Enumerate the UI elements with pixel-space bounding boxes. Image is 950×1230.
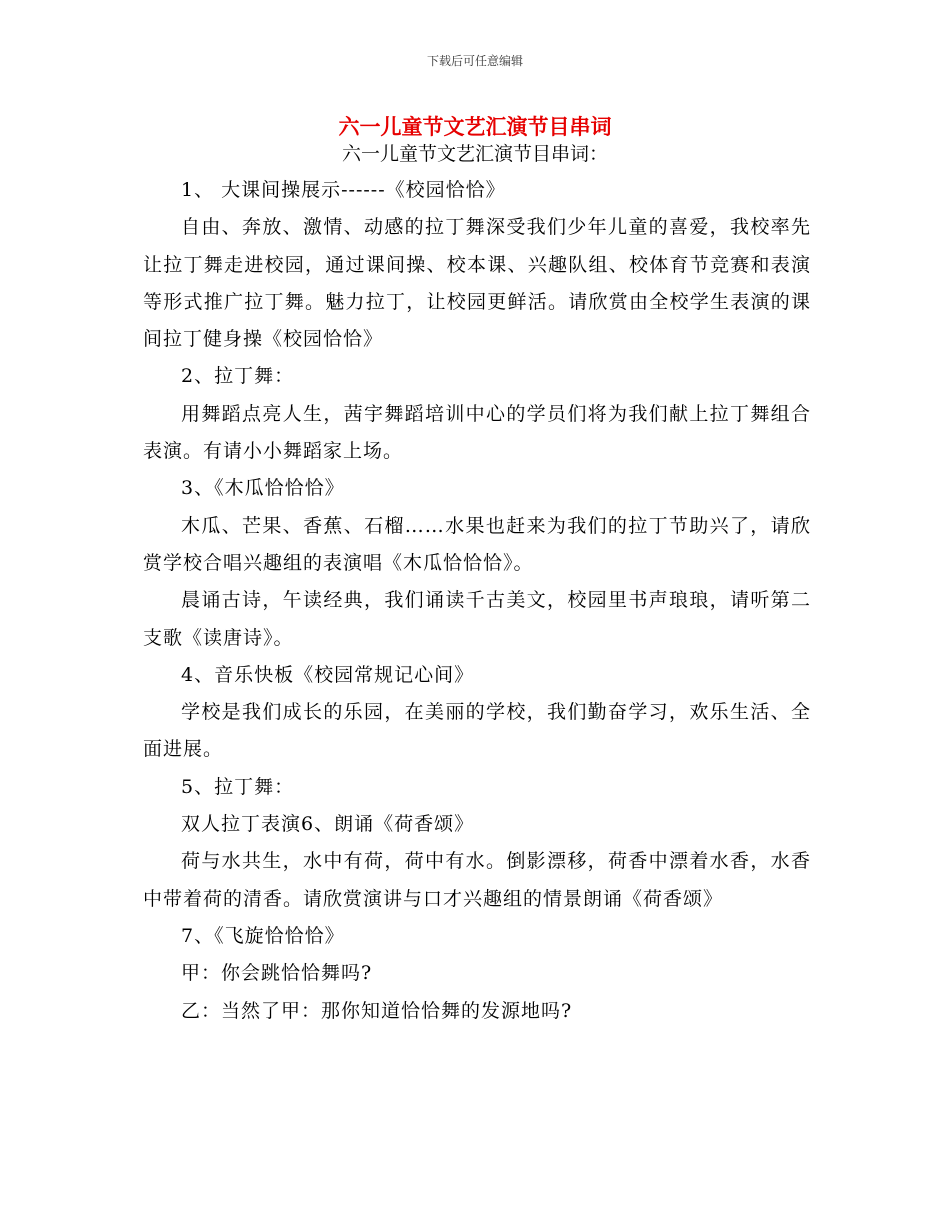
paragraph: 荷与水共生，水中有荷，荷中有水。倒影漂移，荷香中漂着水香，水香中带着荷的清香。请欣赏演讲与口才兴趣组的情景朗诵《荷香颂》	[143, 850, 811, 910]
item-heading-5: 5、拉丁舞：	[181, 775, 295, 798]
paragraph: 双人拉丁表演6、朗诵《荷香颂》	[181, 813, 475, 836]
item-heading-7: 7、《飞旋恰恰恰》	[181, 924, 345, 947]
item-heading-4: 4、音乐快板《校园常规记心间》	[181, 663, 475, 686]
document-title: 六一儿童节文艺汇演节目串词	[338, 114, 612, 139]
paragraph: 用舞蹈点亮人生，茜宇舞蹈培训中心的学员们将为我们献上拉丁舞组合表演。有请小小舞蹈家上场。	[143, 402, 811, 463]
document-body	[143, 172, 811, 1030]
item-heading-1: 1、 大课间操展示------《校园恰恰》	[181, 179, 506, 201]
dialogue-line: 甲：你会跳恰恰舞吗?	[181, 962, 373, 985]
paragraph: 晨诵古诗，午读经典，我们诵读千古美文，校园里书声琅琅，请听第二支歌《读唐诗》。	[143, 589, 811, 649]
dialogue-line: 乙：当然了甲：那你知道恰恰舞的发源地吗?	[181, 999, 573, 1022]
document-subtitle: 六一儿童节文艺汇演节目串词：	[341, 143, 608, 165]
item-heading-2: 2、拉丁舞：	[181, 365, 295, 388]
paragraph: 自由、奔放、激情、动感的拉丁舞深受我们少年儿童的喜爱，我校率先让拉丁舞走进校园，通过课间操、校本课、兴趣队组、校体育节竞赛和表演等形式推广拉丁舞。魅力拉丁，让校园更鲜活。请欣赏由全校学生表演的课间拉丁健身操《校园恰恰》	[143, 216, 811, 351]
page-header-note: 下载后可任意编辑	[426, 54, 523, 68]
paragraph: 木瓜、芒果、香蕉、石榴……水果也赶来为我们的拉丁节助兴了，请欣赏学校合唱兴趣组的表演唱《木瓜恰恰恰》。	[143, 514, 811, 574]
item-heading-3: 3、《木瓜恰恰恰》	[181, 477, 345, 500]
paragraph: 学校是我们成长的乐园，在美丽的学校，我们勤奋学习，欢乐生活、全面进展。	[143, 701, 811, 761]
